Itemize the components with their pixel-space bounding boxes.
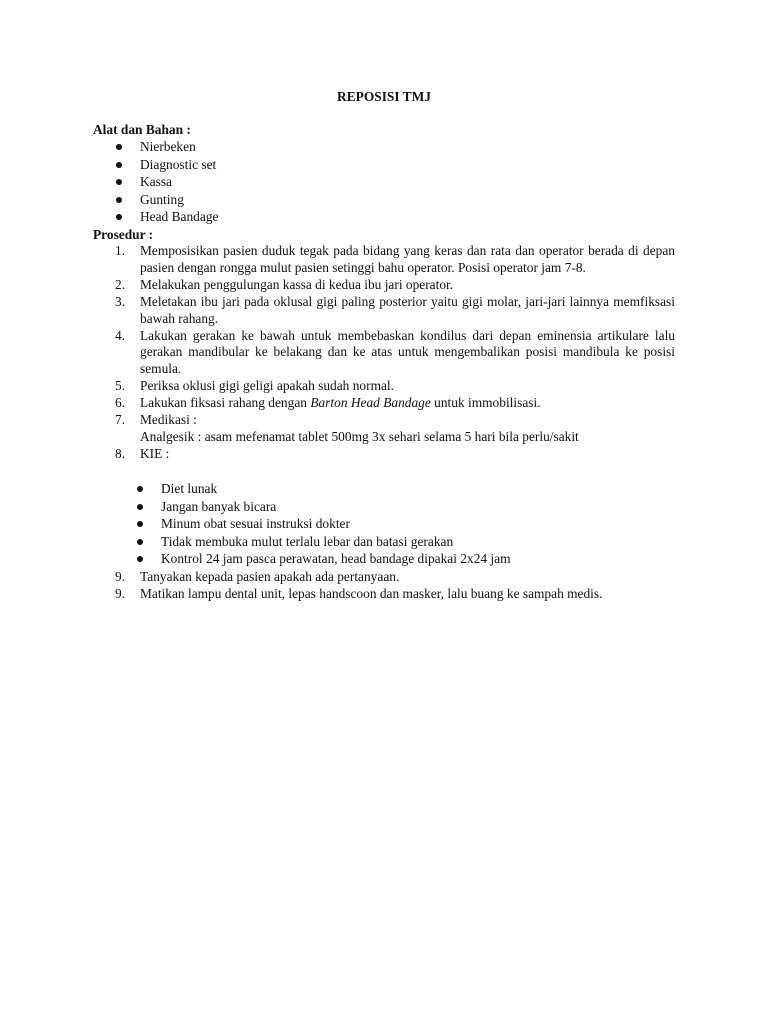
step-subtext: Analgesik : asam mefenamat tablet 500mg 3x sehari selama 5 hari bila perlu/sakit (140, 428, 579, 444)
list-item (93, 550, 511, 568)
step-number: 7. (115, 412, 126, 428)
list-item-text: Gunting (140, 191, 184, 207)
step-text: Memposisikan pasien duduk tegak pada bidang yang keras dan rata dan operator berada di depan pasien dengan rongga mulut pasien setinggi bahu operator. Posisi operator jam 7-8. (140, 243, 675, 275)
step-number: 9. (115, 569, 126, 584)
step-text: Lakukan gerakan ke bawah untuk membebaskan kondilus dari depan eminensia artikulare lalu gerakan mandibular ke belakang dan ke atas untuk mengembalikan posisi mandibula ke posisi semula. (140, 327, 675, 377)
step-text: Melakukan penggulungan kassa di kedua ibu jari operator. (140, 276, 454, 292)
list-item-text: Tidak membuka mulut terlalu lebar dan batasi gerakan (161, 533, 454, 549)
list-item (93, 173, 218, 191)
step-number: 1. (115, 243, 126, 258)
list-item (93, 156, 218, 174)
bullet-icon (137, 521, 143, 527)
bullet-icon (137, 556, 143, 562)
step-number: 8. (115, 445, 126, 461)
list-item (93, 515, 511, 533)
step-text-italic: Barton Head Bandage (310, 395, 431, 411)
step-text: Tanyakan kepada pasien apakah ada pertanyaan. (140, 569, 400, 584)
step-text: Matikan lampu dental unit, lepas handscoon dan masker, lalu buang ke sampah medis. (140, 586, 603, 601)
alat-bahan-heading: Alat dan Bahan : (93, 122, 191, 137)
step-item (93, 585, 675, 602)
bullet-icon (116, 179, 122, 185)
bullet-icon (116, 197, 122, 203)
list-item-text: Diet lunak (161, 481, 218, 496)
step-number: 5. (115, 378, 126, 394)
step-item (93, 568, 675, 585)
step-number: 4. (115, 327, 126, 343)
step-text: Periksa oklusi gigi geligi apakah sudah normal. (140, 378, 395, 394)
list-item (93, 498, 511, 516)
step-number: 9. (115, 586, 126, 601)
alat-bahan-list (93, 138, 218, 226)
bullet-icon (116, 144, 122, 150)
step-item (93, 412, 675, 446)
prosedur-heading: Prosedur : (93, 227, 154, 242)
list-item-text: Nierbeken (140, 139, 196, 154)
step-text-before: Lakukan fiksasi rahang dengan (140, 395, 311, 411)
bullet-icon (137, 504, 143, 510)
step-item (93, 395, 675, 412)
step-text: KIE : (140, 445, 170, 461)
step-text-after: untuk immobilisasi. (430, 395, 541, 411)
list-item-text: Diagnostic set (140, 156, 217, 172)
bullet-icon (137, 486, 143, 492)
list-item-text: Head Bandage (140, 209, 219, 225)
list-item (93, 208, 218, 226)
step-text: Meletakan ibu jari pada oklusal gigi paling posterior yaitu gigi molar, jari-jari lainnya memfiksasi bawah rahang. (140, 293, 675, 326)
list-item (93, 533, 511, 551)
list-item (93, 138, 218, 156)
kie-list (93, 480, 511, 568)
step-item (93, 243, 675, 277)
step-number: 6. (115, 395, 126, 411)
step-item (93, 378, 675, 395)
final-steps (93, 568, 675, 602)
prosedur-steps (93, 243, 675, 463)
list-item-text: Minum obat sesuai instruksi dokter (161, 516, 350, 532)
list-item-text: Kontrol 24 jam pasca perawatan, head bandage dipakai 2x24 jam (161, 551, 511, 567)
list-item (93, 480, 511, 498)
bullet-icon (116, 162, 122, 168)
document-title: REPOSISI TMJ (337, 89, 431, 104)
step-item (93, 277, 675, 294)
step-number: 2. (115, 276, 126, 292)
list-item (93, 191, 218, 209)
step-item (93, 328, 675, 379)
step-number: 3. (115, 293, 126, 309)
list-item-text: Jangan banyak bicara (161, 498, 277, 514)
bullet-icon (116, 214, 122, 220)
bullet-icon (137, 539, 143, 545)
step-text: Medikasi : (140, 412, 197, 428)
step-item (93, 294, 675, 328)
step-item (93, 446, 675, 463)
list-item-text: Kassa (140, 174, 172, 190)
